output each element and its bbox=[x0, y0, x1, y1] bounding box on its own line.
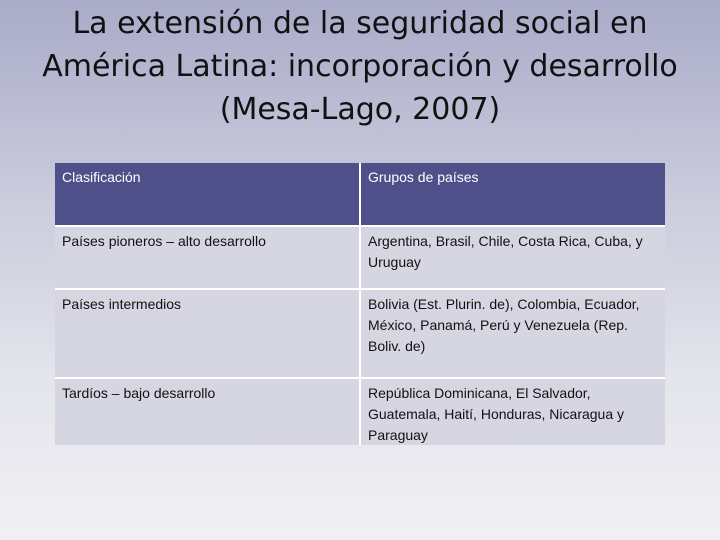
cell-countries: Bolivia (Est. Plurin. de), Colombia, Ecuador, México, Panamá, Perú y Venezuela (Rep. Boliv. de) bbox=[360, 289, 665, 378]
header-classification: Clasificación bbox=[55, 163, 360, 226]
classification-table bbox=[55, 163, 665, 445]
header-country-groups: Grupos de países bbox=[360, 163, 665, 226]
classification-table-container bbox=[55, 163, 665, 445]
cell-classification: Tardíos – bajo desarrollo bbox=[55, 378, 360, 445]
table-row bbox=[55, 289, 665, 378]
cell-countries: República Dominicana, El Salvador, Guatemala, Haití, Honduras, Nicaragua y Paraguay bbox=[360, 378, 665, 445]
table-row bbox=[55, 226, 665, 289]
cell-classification: Países pioneros – alto desarrollo bbox=[55, 226, 360, 289]
slide-title: La extensión de la seguridad social en América Latina: incorporación y desarrollo (Mesa-Lago, 2007) bbox=[42, 6, 678, 127]
cell-countries: Argentina, Brasil, Chile, Costa Rica, Cuba, y Uruguay bbox=[360, 226, 665, 289]
table-header-row bbox=[55, 163, 665, 226]
table-row bbox=[55, 378, 665, 445]
cell-classification: Países intermedios bbox=[55, 289, 360, 378]
